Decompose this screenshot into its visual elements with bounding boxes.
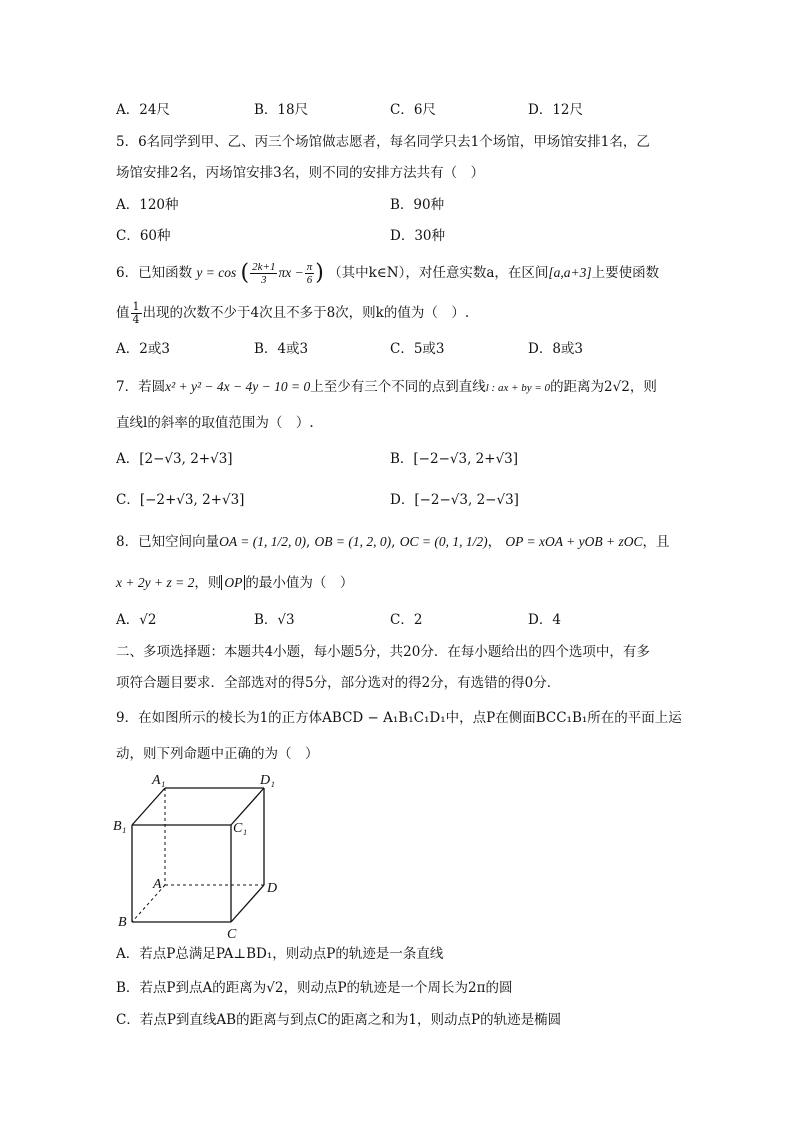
edge-c-d	[231, 885, 264, 922]
q6-mid: πx −	[278, 265, 304, 280]
q4-option-a: A．24尺	[116, 102, 170, 118]
q5-line1: 5．6名同学到甲、乙、丙三个场馆做志愿者，每名同学只去1个场馆，甲场馆安排1名，乙	[116, 134, 650, 150]
label-d1: D₁	[260, 773, 275, 788]
q7-option-b: B．[−2−√3, 2+√3]	[390, 451, 519, 467]
q8-constraint: x + 2y + z = 2	[116, 575, 195, 590]
q9-line1: 9．在如图所示的棱长为1的正方体ABCD − A₁B₁C₁D₁中，点P在侧面BCC₁B₁所在的平面上运	[116, 710, 682, 726]
q8-line1: 8．已知空间向量OA = (1, 1/2, 0), OB = (1, 2, 0), OC = (0, 1, 1/2)， OP = xOA + yOB + zOC，且	[116, 534, 670, 550]
q6-interval: [a,a+3]	[548, 265, 592, 280]
q5-option-b: B．90种	[390, 197, 445, 213]
q6-func: y = cos	[196, 265, 237, 280]
q7-option-c: C．[−2+√3, 2+√3]	[116, 492, 245, 508]
q8-option-a: A．√2	[116, 612, 157, 628]
q5-option-c: C．60种	[116, 228, 171, 244]
label-c1: C₁	[233, 821, 248, 836]
q8-line2-post: 的最小值为（ ）	[245, 575, 354, 591]
q8-options	[116, 610, 716, 630]
q9-option-a: A．若点P总满足PA⊥BD₁，则动点P的轨迹是一条直线	[116, 946, 444, 962]
q6-line1	[116, 258, 659, 289]
q4-option-b: B．18尺	[254, 102, 309, 118]
q8-vec-oc: OC = (0, 1, 1/2)	[399, 534, 488, 549]
q6-option-d: D．8或3	[528, 341, 584, 357]
q6-paren-open: (	[240, 260, 250, 286]
q6-tail: 上要使函数	[591, 265, 660, 281]
q7-line1-post: 的距离为2√2，则	[550, 379, 657, 395]
q6-line2-pre: 值	[116, 305, 130, 321]
q9-option-c: C．若点P到直线AB的距离与到点C的距离之和为1，则动点P的轨迹是椭圆	[116, 1012, 562, 1028]
q8-option-b: B．√3	[254, 612, 295, 628]
q5-line2: 场馆安排2名，丙场馆安排3名，则不同的安排方法共有（ ）	[116, 165, 485, 181]
q9-line2: 动，则下列命题中正确的为（ ）	[116, 746, 319, 762]
q8-line2-mid: ，则	[194, 575, 222, 591]
q6-line2	[116, 298, 469, 328]
q8-line1-post: ，且	[642, 534, 670, 550]
q7-options-row1	[116, 449, 716, 469]
q5-option-a: A．120种	[116, 197, 179, 213]
q7-options-row2	[116, 490, 716, 510]
section2-line1: 二、多项选择题：本题共4小题，每小题5分，共20分．在每小题给出的四个选项中，有多	[116, 644, 650, 660]
q6-options	[116, 339, 716, 359]
q6-option-c: C．5或3	[390, 341, 445, 357]
q7-circle-eq: x² + y² − 4x − 4y − 10 = 0	[165, 379, 311, 394]
edge-d1-c1	[231, 788, 264, 825]
q8-option-c: C．2	[390, 612, 423, 628]
label-a1: A₁	[152, 773, 166, 788]
q6-prefix: 6．已知函数	[116, 265, 193, 281]
q4-option-c: C．6尺	[390, 102, 436, 118]
q7-line1-pre: 7．若圆	[116, 379, 166, 395]
q6-line2-post: 出现的次数不少于4次且不多于8次，则k的值为（ ）.	[142, 305, 470, 321]
q5-options-row2	[116, 226, 716, 246]
q6-option-b: B．4或3	[254, 341, 309, 357]
label-b: B	[118, 915, 127, 930]
q6-frac1: $\frac{2k+1}{3}$	[252, 261, 276, 286]
q7-line2: 直线l的斜率的取值范围为（ ）.	[116, 415, 314, 431]
edge-a1-b1	[132, 788, 165, 825]
q6-cond: （其中k∈N），对任意实数a，在区间	[328, 265, 549, 281]
q8-line1-pre: 8．已知空间向量	[116, 534, 220, 550]
q7-option-a: A．[2−√3, 2+√3]	[116, 451, 233, 467]
q7-option-d: D．[−2−√3, 2−√3]	[390, 492, 519, 508]
q6-frac2: $\frac{\pi}{6}$	[306, 261, 313, 286]
q5-options-row1	[116, 195, 716, 215]
label-a: A	[153, 877, 162, 892]
label-d: D	[267, 881, 278, 896]
q9-option-b: B．若点P到点A的距离为√2，则动点P的轨迹是一个周长为2π的圆	[116, 980, 513, 996]
q7-line1	[116, 377, 657, 398]
q4-options	[116, 100, 716, 120]
q7-line-eq: l : ax + by = 0	[485, 382, 551, 394]
section2-line2: 项符合题目要求．全部选对的得5分，部分选对的得2分，有选错的得0分．	[116, 675, 561, 691]
q6-paren-close: )	[315, 260, 324, 286]
q8-vec-op: OP = xOA + yOB + zOC	[505, 534, 643, 549]
q8-option-d: D．4	[528, 612, 561, 628]
q5-option-d: D．30种	[390, 228, 446, 244]
q4-option-d: D．12尺	[528, 102, 584, 118]
q7-line1-mid: 上至少有三个不同的点到直线	[310, 379, 486, 395]
cube-figure	[108, 770, 288, 940]
q8-vec-oa: OA = (1, 1/2, 0)	[219, 534, 306, 549]
label-b1: B₁	[113, 819, 127, 834]
q6-option-a: A．2或3	[116, 341, 170, 357]
label-c: C	[227, 927, 237, 940]
q6-frac3: $\frac{1}{4}$	[132, 300, 140, 326]
q8-line2	[116, 573, 353, 593]
q8-vec-ob: OB = (1, 2, 0)	[314, 534, 392, 549]
q8-abs-op: OP	[221, 575, 245, 590]
